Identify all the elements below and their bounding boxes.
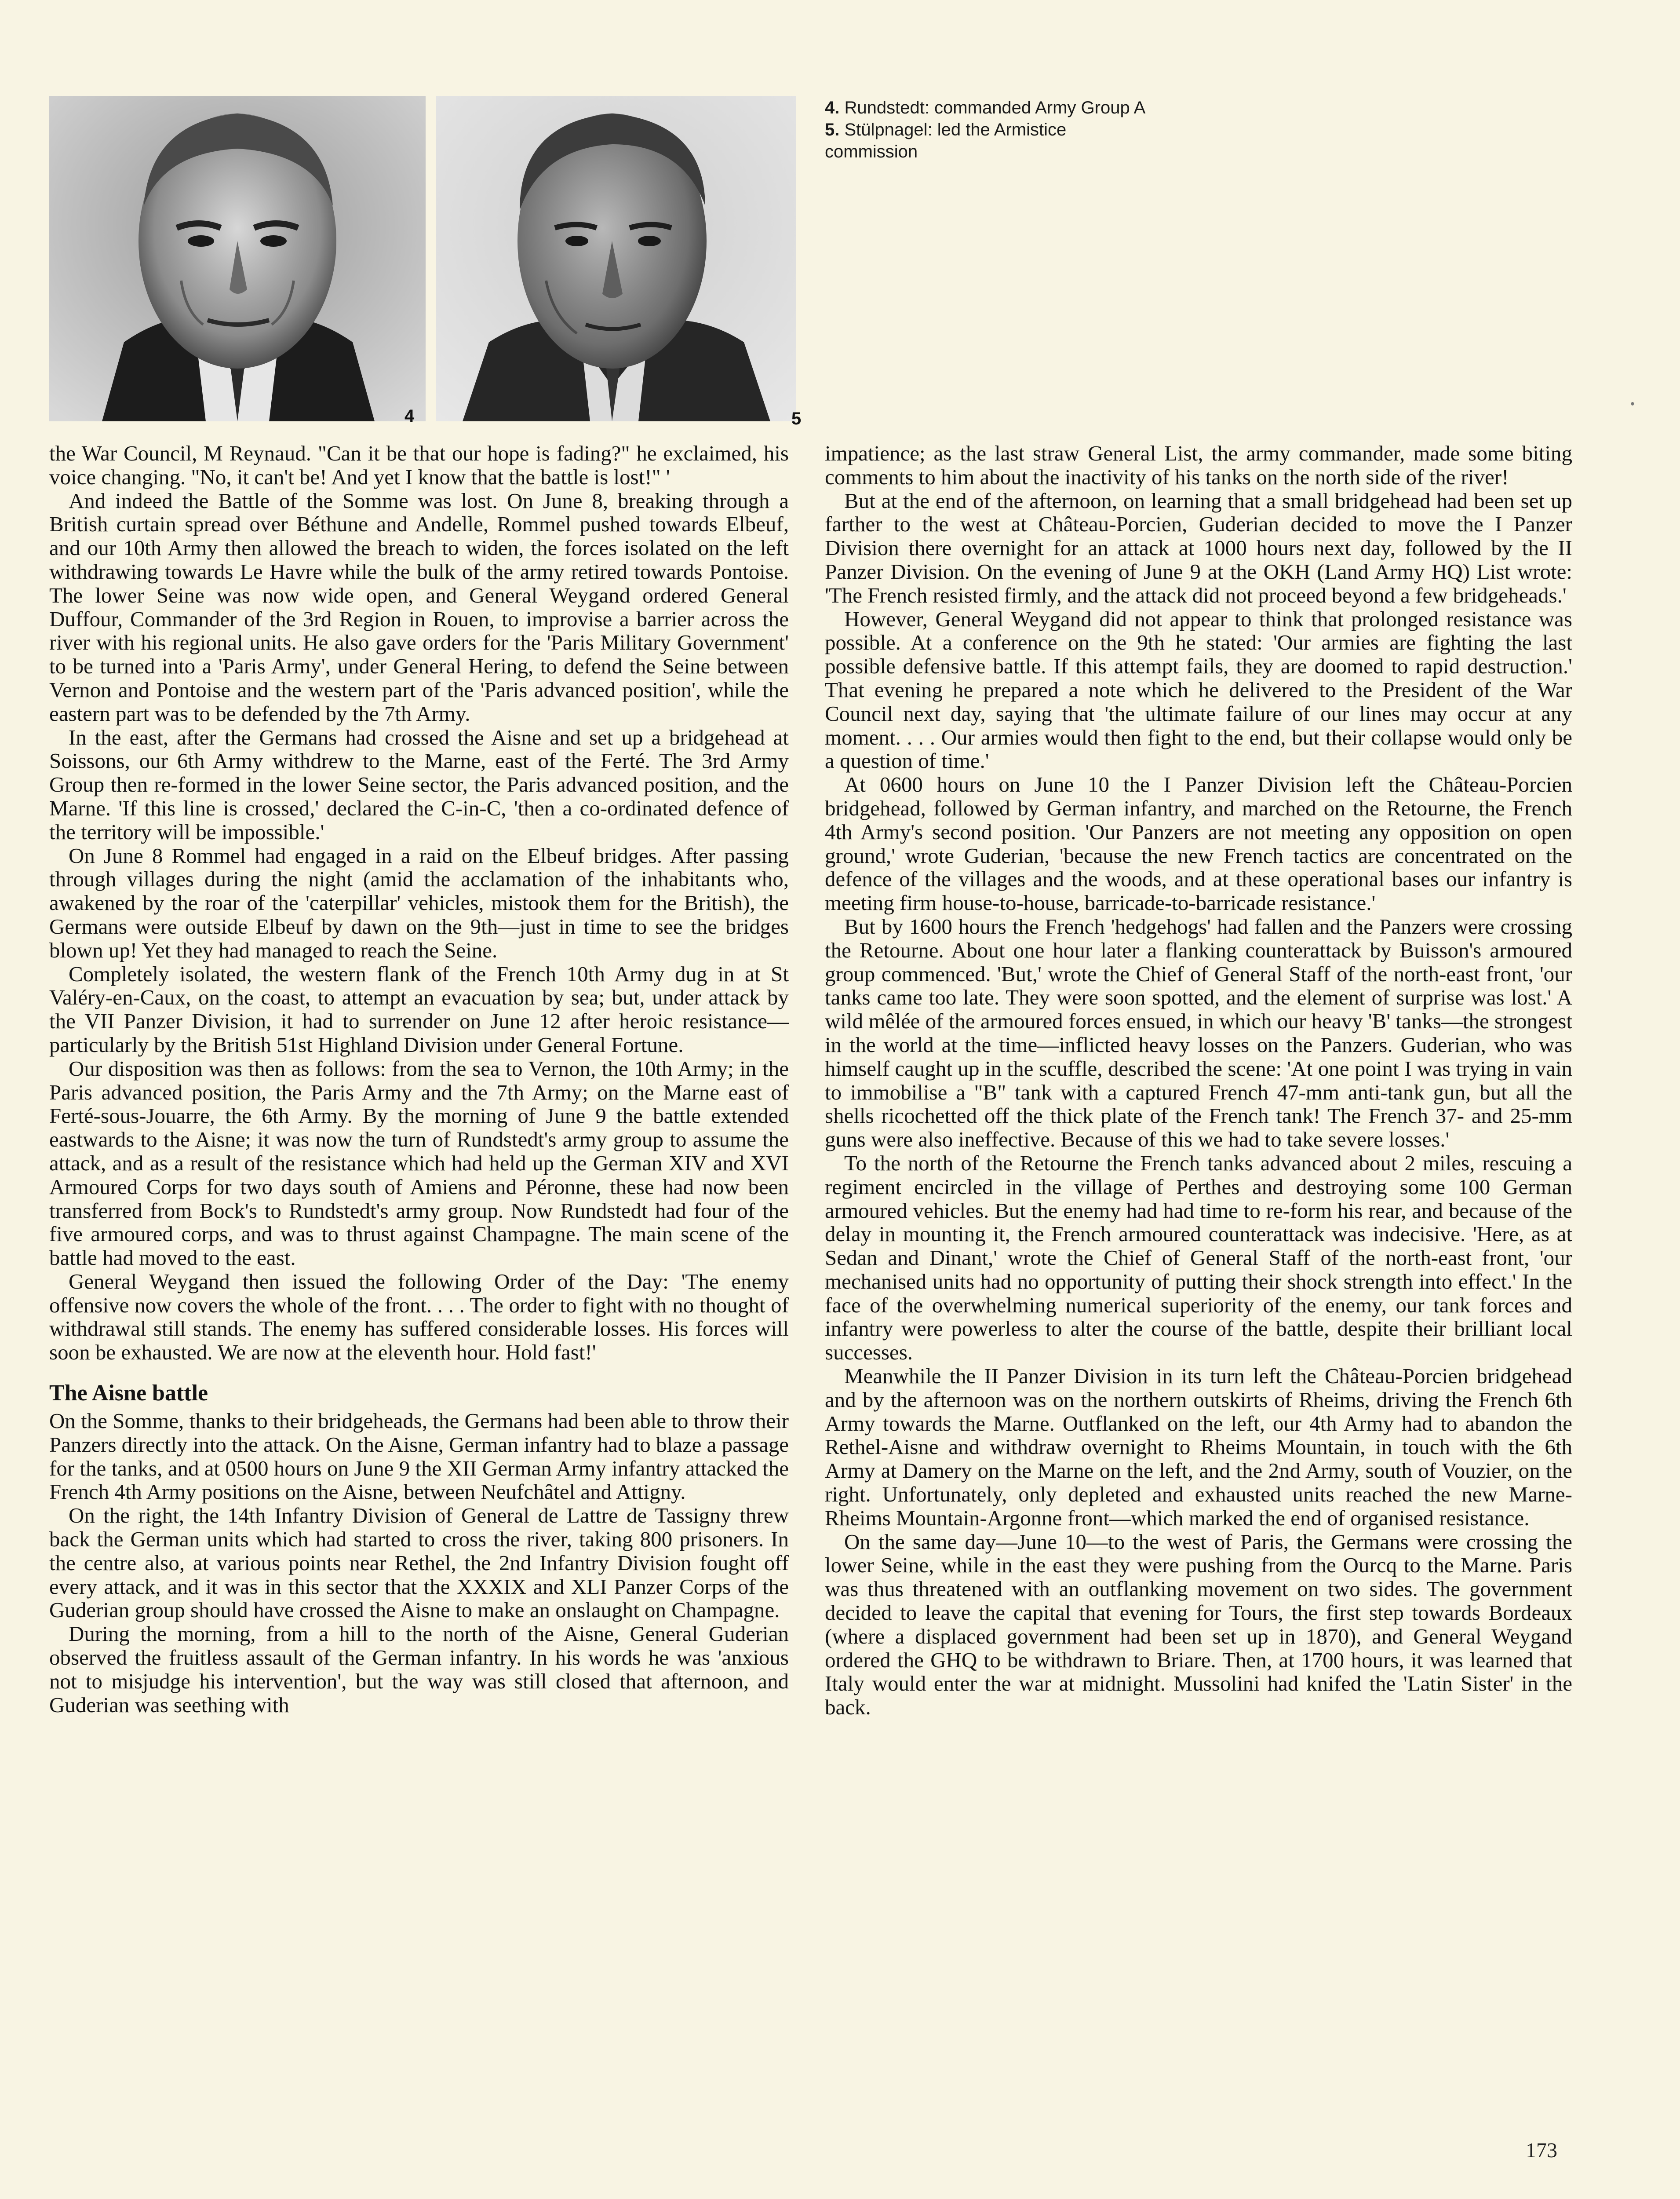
paragraph: In the east, after the Germans had crossed the Aisne and set up a bridgehead at Soissons, our 6th Army withdrew to the Marne, east of the Ferté. The 3rd Army Group then re-formed in the lower Seine sector, the Paris advanced position, and the Marne. 'If this line is crossed,' declared the C-in-C, 'then a co-ordinated defence of the territory will be impossible.' xyxy=(49,725,789,844)
paragraph: Our disposition was then as follows: from the sea to Vernon, the 10th Army; in the Paris advanced position, the Paris Army and the 7th Army; on the Marne east of Ferté-sous-Jouarre, the 6th Army. By the morning of June 9 the battle extended eastwards to the Aisne; it was now the turn of Rundstedt's army group to assume the attack, and as a result of the resistance which had held up the German XIV and XVI Armoured Corps for two days south of Amiens and Péronne, these had now been transferred from Bock's to Rundstedt's army group. Now Rundstedt had four of the five armoured corps, and was to thrust against Champagne. The main scene of the battle had moved to the east. xyxy=(49,1056,789,1270)
paragraph: And indeed the Battle of the Somme was lost. On June 8, breaking through a British curtain spread over Béthune and Andelle, Rommel pushed towards Elbeuf, and our 10th Army then allowed the breach to widen, the forces isolated on the left withdrawing towards Le Havre while the bulk of the army retired towards Pontoise. The lower Seine was now wide open, and General Weygand ordered General Duffour, Commander of the 3rd Region in Rouen, to improvise a barrier across the river with his regional units. He also gave orders for the 'Paris Military Government' to be turned into a 'Paris Army', under General Hering, to defend the Seine between Vernon and Pontoise and the western part of the 'Paris advanced position', while the eastern part was to be defended by the 7th Army. xyxy=(49,488,789,726)
paragraph: On the Somme, thanks to their bridgeheads, the Germans had been able to throw their Panzers directly into the attack. On the Aisne, German infantry had to blaze a passage for the tanks, and at 0500 hours on June 9 the XII German Army infantry attacked the French 4th Army positions on the Aisne, between Neufchâtel and Attigny. xyxy=(49,1409,789,1504)
paragraph: On the right, the 14th Infantry Division of General de Lattre de Tassigny threw back the German units which had started to cross the river, taking 800 prisoners. In the centre also, at various points near Rethel, the 2nd Infantry Division fought off every attack, and it was in this sector that the XXXIX and XLI Panzer Corps of the Guderian group should have crossed the Aisne to make an onslaught on Champagne. xyxy=(49,1503,789,1622)
page-number: 173 xyxy=(1526,2139,1557,2162)
section-heading: The Aisne battle xyxy=(49,1381,208,1406)
photo-strip xyxy=(49,96,802,428)
photo-number-5: 5 xyxy=(791,409,802,428)
paragraph: But by 1600 hours the French 'hedgehogs' had fallen and the Panzers were crossing the Retourne. About one hour later a flanking counterattack by Buisson's armoured group commenced. 'But,' wrote the Chief of General Staff of the north-east front, 'our tanks came too late. They were soon spotted, and the element of surprise was lost.' A wild mêlée of the armoured forces ensued, in which our heavy 'B' tanks—the strongest in the world at the time—inflicted heavy losses on the Panzers. Guderian, who was himself caught up in the scuffle, described the scene: 'At one point I was trying in vain to immobilise a "B" tank with a captured French 47-mm anti-tank gun, but all the shells ricochetted off the thick plate of the French tank! The French 37- and 25-mm guns were also ineffective. Because of this we had to take severe losses.' xyxy=(825,914,1572,1152)
left-column xyxy=(49,442,789,1717)
paragraph: At 0600 hours on June 10 the I Panzer Division left the Château-Porcien bridgehead, followed by German infantry, and marched on the Retourne, the French 4th Army's second position. 'Our Panzers are not meeting any opposition on open ground,' wrote Guderian, 'because the new French tactics are concentrated on the defence of the villages and the woods, and at these operational bases our infantry is meeting firm house-to-house, barricade-to-barricade resistance.' xyxy=(825,772,1572,915)
caption-5 xyxy=(825,119,1159,163)
paragraph: But at the end of the afternoon, on learning that a small bridgehead had been set up farther to the west at Château-Porcien, Guderian decided to move the I Panzer Division there overnight for an attack at 1000 hours next day, followed by the II Panzer Division. On the evening of June 9 at the OKH (Land Army HQ) List wrote: 'The French resisted firmly, and the attack did not proceed beyond a few bridgeheads.' xyxy=(825,488,1572,607)
paragraph: General Weygand then issued the following Order of the Day: 'The enemy offensive now covers the whole of the front. . . . The order to fight with no thought of withdrawal still stands. The enemy has suffered considerable losses. His forces will soon be exhausted. We are now at the eleventh hour. Hold fast!' xyxy=(49,1269,789,1365)
photo-number-4: 4 xyxy=(405,406,415,426)
print-speck xyxy=(1631,402,1634,405)
caption-4 xyxy=(825,97,1159,119)
caption-4-number: 4. xyxy=(825,98,840,117)
paragraph: To the north of the Retourne the French tanks advanced about 2 miles, rescuing a regiment encircled in the village of Perthes and destroying some 100 German armoured vehicles. But the enemy had had time to re-form his rear, and because of the delay in mounting it, the French armoured counterattack was indecisive. 'Here, as at Sedan and Dinant,' wrote the Chief of General Staff of the north-east front, 'our mechanised units had no opportunity of putting their shock strength into effect.' In the face of the overwhelming numerical superiority of the enemy, our tank forces and infantry were powerless to alter the course of the battle, despite their brilliant local successes. xyxy=(825,1151,1572,1365)
paragraph: During the morning, from a hill to the north of the Aisne, General Guderian observed the fruitless assault of the German infantry. In his words he was 'anxious not to misjudge his intervention', but the way was still closed that afternoon, and Guderian was seething with xyxy=(49,1622,789,1717)
portrait-rundstedt-image xyxy=(49,96,426,421)
paragraph: Completely isolated, the western flank of the French 10th Army dug in at St Valéry-en-Caux, on the coast, to attempt an evacuation by sea; but, under attack by the VII Panzer Division, it had to surrender on June 12 after heroic resistance—particularly by the British 51st Highland Division under General Fortune. xyxy=(49,961,789,1057)
right-column xyxy=(825,442,1572,1719)
caption-5-text: Stülpnagel: led the Armistice commission xyxy=(825,120,1067,161)
paragraph: On the same day—June 10—to the west of Paris, the Germans were crossing the lower Seine, while in the east they were pushing from the Ourcq to the Marne. Paris was thus threatened with an outflanking movement on two sides. The government decided to leave the capital that evening for Tours, the first step towards Bordeaux (where a displaced government had been set up in 1870), and General Weygand ordered the GHQ to be withdrawn to Briare. Then, at 1700 hours, it was learned that Italy would enter the war at midnight. Mussolini had knifed the 'Latin Sister' in the back. xyxy=(825,1529,1572,1720)
paragraph: Meanwhile the II Panzer Division in its turn left the Château-Porcien bridgehead and by the afternoon was on the northern outskirts of Rheims, driving the French 6th Army towards the Marne. Outflanked on the left, our 4th Army had to abandon the Rethel-Aisne and withdraw overnight to Rheims Mountain, in touch with the 6th Army at Damery on the Marne on the left, and the 2nd Army, south of Vouzier, on the right. Unfortunately, only depleted and exhausted units reached the new Marne-Rheims Mountain-Argonne front—which marked the end of organised resistance. xyxy=(825,1364,1572,1530)
portrait-stulpnagel-image xyxy=(436,96,796,421)
paragraph: the War Council, M Reynaud. "Can it be that our hope is fading?" he exclaimed, his voice changing. "No, it can't be! And yet I know that the battle is lost!" ' xyxy=(49,441,789,489)
caption-5-number: 5. xyxy=(825,120,840,139)
caption-4-text: Rundstedt: commanded Army Group A xyxy=(844,98,1146,117)
paragraph: However, General Weygand did not appear to think that prolonged resistance was possible. At a conference on the 9th he stated: 'Our armies are fighting the last possible defensive battle. If this attempt fails, they are doomed to rapid destruction.' That evening he prepared a note which he delivered to the President of the War Council next day, saying that 'the ultimate failure of our lines may occur at any moment. . . . Our armies would then fight to the end, but their collapse would only be a question of time.' xyxy=(825,606,1572,773)
portrait-stulpnagel xyxy=(436,96,796,421)
paragraph: On June 8 Rommel had engaged in a raid on the Elbeuf bridges. After passing through villages during the night (amid the acclamation of the inhabitants who, awakened by the roar of the 'caterpillar' vehicles, mistook them for the British), the Germans were outside Elbeuf by dawn on the 9th—just in time to see the bridges blown up! Yet they had managed to reach the Seine. xyxy=(49,843,789,962)
portrait-rundstedt xyxy=(49,96,426,421)
paragraph: impatience; as the last straw General List, the army commander, made some biting comments to him about the inactivity of his tanks on the north side of the river! xyxy=(825,441,1572,489)
photo-captions xyxy=(825,97,1159,163)
